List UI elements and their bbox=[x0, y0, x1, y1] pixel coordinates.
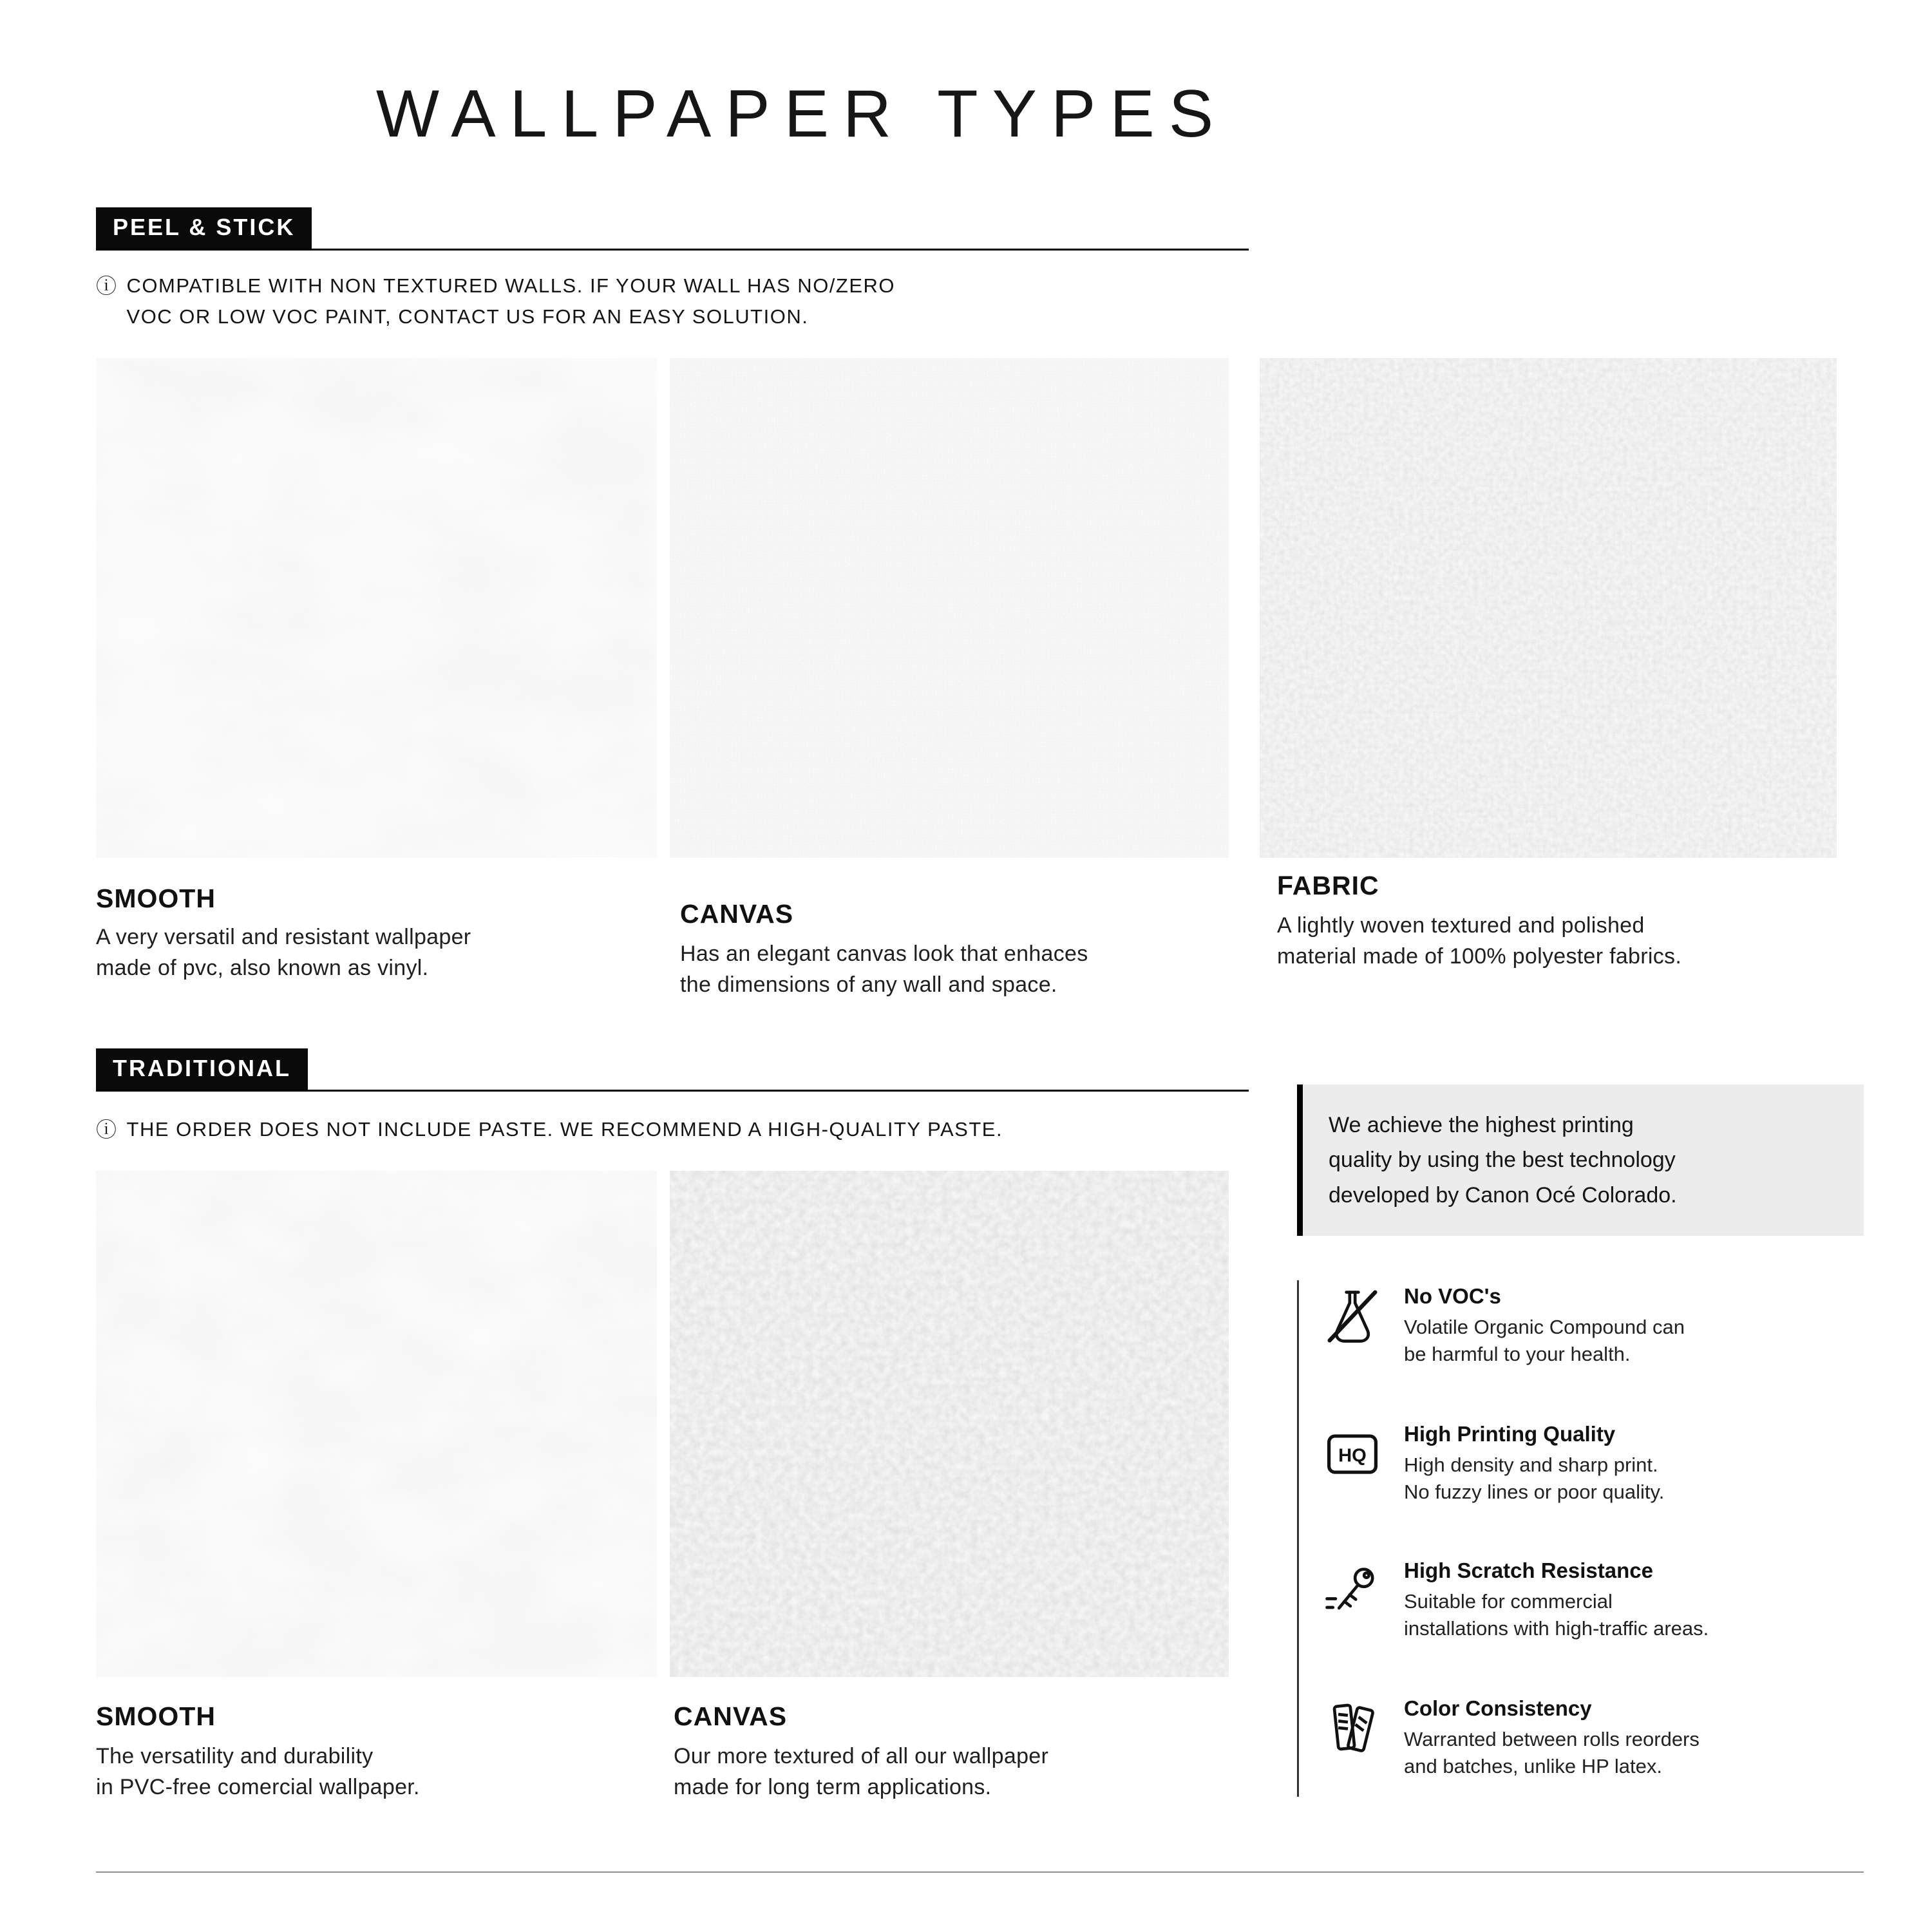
section-peel-stick-rule bbox=[96, 207, 1249, 251]
color-swatches-icon bbox=[1319, 1695, 1386, 1762]
text-line: VOC OR LOW VOC PAINT, CONTACT US FOR AN EASY SOLUTION. bbox=[126, 305, 809, 328]
scratch-resistance-key-icon bbox=[1319, 1557, 1386, 1624]
feature-text bbox=[1404, 1283, 1685, 1368]
feature-title: No VOC's bbox=[1404, 1284, 1501, 1308]
swatch-name-canvas-traditional: CANVAS bbox=[674, 1701, 788, 1731]
swatch-desc-fabric-peel bbox=[1277, 911, 1681, 972]
text-line: High density and sharp print. bbox=[1404, 1454, 1658, 1476]
feature-text bbox=[1404, 1557, 1709, 1642]
traditional-note-text: THE ORDER DOES NOT INCLUDE PASTE. WE RECOMMEND A HIGH-QUALITY PASTE. bbox=[126, 1118, 1003, 1141]
texture-sample-peel-smooth bbox=[96, 358, 657, 858]
feature-title: High Printing Quality bbox=[1404, 1422, 1616, 1446]
swatch-name-smooth-traditional: SMOOTH bbox=[96, 1701, 216, 1731]
section-traditional-rule bbox=[96, 1048, 1249, 1092]
hq-icon-label: HQ bbox=[1338, 1445, 1367, 1466]
text-line: developed by Canon Océ Colorado. bbox=[1329, 1182, 1677, 1208]
swatch-desc-smooth-traditional bbox=[96, 1741, 420, 1803]
page-title: WALLPAPER TYPES bbox=[375, 77, 1228, 151]
traditional-note bbox=[96, 1114, 1003, 1145]
feature-title: Color Consistency bbox=[1404, 1696, 1592, 1720]
text-line: quality by using the best technology bbox=[1329, 1148, 1676, 1173]
text-line: and batches, unlike HP latex. bbox=[1404, 1754, 1662, 1777]
text-line: No fuzzy lines or poor quality. bbox=[1404, 1480, 1665, 1503]
text-line: COMPATIBLE WITH NON TEXTURED WALLS. IF YOUR WALL HAS NO/ZERO bbox=[126, 274, 896, 297]
section-label-peel-stick: PEEL & STICK bbox=[96, 207, 312, 249]
text-line: Volatile Organic Compound can bbox=[1404, 1316, 1685, 1338]
canvas-texture-image bbox=[670, 358, 1229, 858]
text-line: We achieve the highest printing bbox=[1329, 1113, 1634, 1137]
text-line: Has an elegant canvas look that enhaces bbox=[680, 942, 1088, 966]
text-line: in PVC-free comercial wallpaper. bbox=[96, 1774, 420, 1799]
feature-description bbox=[1404, 1314, 1685, 1368]
feature-description bbox=[1404, 1726, 1700, 1780]
smooth-texture-image bbox=[96, 1171, 657, 1677]
texture-sample-traditional-smooth bbox=[96, 1171, 657, 1677]
feature-description bbox=[1404, 1452, 1664, 1506]
info-icon: ⓘ bbox=[96, 1118, 118, 1141]
feature-no-vocs bbox=[1319, 1283, 1886, 1368]
feature-color-consistency bbox=[1319, 1695, 1886, 1780]
swatch-desc-canvas-peel bbox=[680, 939, 1088, 1000]
feature-title: High Scratch Resistance bbox=[1404, 1558, 1653, 1582]
peel-stick-note bbox=[96, 270, 895, 332]
smooth-texture-image bbox=[96, 358, 657, 858]
text-line: made of pvc, also known as vinyl. bbox=[96, 955, 429, 980]
texture-sample-peel-canvas bbox=[670, 358, 1229, 858]
swatch-desc-smooth-peel bbox=[96, 922, 471, 983]
no-voc-icon bbox=[1319, 1283, 1386, 1350]
feature-high-printing-quality bbox=[1319, 1421, 1886, 1506]
info-icon: ⓘ bbox=[96, 274, 118, 298]
hq-badge-icon bbox=[1319, 1421, 1386, 1488]
text-line: A lightly woven textured and polished bbox=[1277, 913, 1645, 938]
text-line: A very versatil and resistant wallpaper bbox=[96, 925, 471, 949]
section-label-traditional: TRADITIONAL bbox=[96, 1048, 308, 1090]
text-line: material made of 100% polyester fabrics. bbox=[1277, 943, 1682, 969]
text-line: The versatility and durability bbox=[96, 1744, 374, 1768]
feature-high-scratch-resistance bbox=[1319, 1557, 1886, 1642]
text-line: be harmful to your health. bbox=[1404, 1342, 1631, 1365]
text-line: made for long term applications. bbox=[674, 1774, 992, 1799]
peel-stick-note-text bbox=[127, 270, 896, 332]
text-line: Our more textured of all our wallpaper bbox=[674, 1744, 1049, 1768]
feature-description bbox=[1404, 1588, 1709, 1642]
bottom-divider bbox=[96, 1871, 1864, 1873]
texture-sample-traditional-canvas bbox=[670, 1171, 1229, 1677]
feature-text bbox=[1404, 1421, 1664, 1506]
text-line: installations with high-traffic areas. bbox=[1404, 1616, 1709, 1640]
text-line: Suitable for commercial bbox=[1404, 1590, 1613, 1613]
fabric-texture-image bbox=[1260, 358, 1837, 858]
texture-sample-peel-fabric bbox=[1260, 358, 1837, 858]
feature-text bbox=[1404, 1695, 1700, 1780]
printing-quality-callout bbox=[1297, 1084, 1864, 1236]
canvas-texture-image bbox=[670, 1171, 1229, 1677]
text-line: Warranted between rolls reorders bbox=[1404, 1728, 1700, 1750]
swatch-name-fabric-peel: FABRIC bbox=[1277, 871, 1379, 900]
swatch-desc-canvas-traditional bbox=[674, 1741, 1048, 1803]
features-divider bbox=[1297, 1280, 1299, 1797]
swatch-name-smooth-peel: SMOOTH bbox=[96, 884, 216, 913]
text-line: the dimensions of any wall and space. bbox=[680, 972, 1057, 997]
swatch-name-canvas-peel: CANVAS bbox=[680, 899, 794, 929]
